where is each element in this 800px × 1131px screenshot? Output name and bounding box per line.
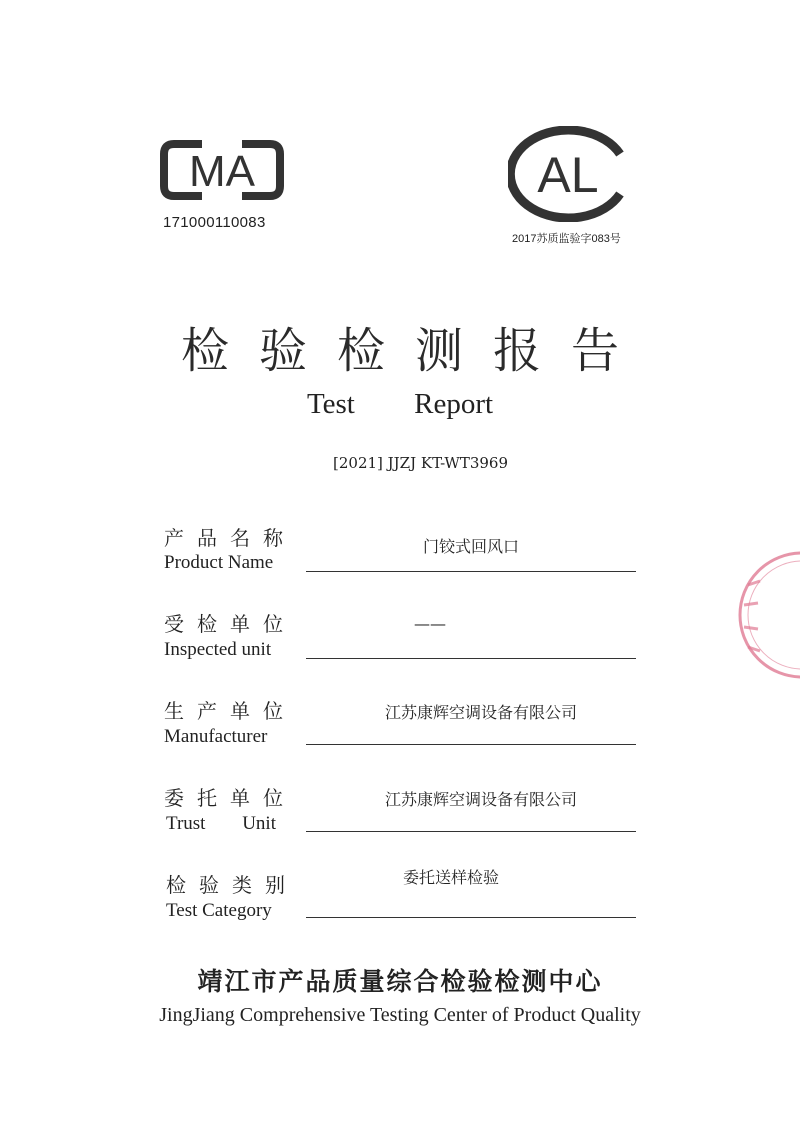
issuer-name-zh: 靖江市产品质量综合检验检测中心	[197, 967, 603, 996]
manufacturer-label-en: Manufacturer	[164, 726, 268, 747]
product-name-label-en: Product Name	[164, 552, 274, 573]
inspected-unit-underline	[306, 658, 636, 659]
trust-unit-label-zh: 委托单位	[164, 786, 296, 810]
cma-logo-text: MA	[189, 147, 255, 196]
report-title-zh: 检验检测报告	[180, 323, 649, 379]
test-category-value: 委托送样检验	[402, 868, 499, 887]
cal-logo-text: AL	[537, 147, 599, 203]
manufacturer-underline	[306, 744, 636, 745]
cma-code: 171000110083	[163, 214, 266, 231]
seal-stamp	[730, 545, 800, 685]
issuer-name-en: JingJiang Comprehensive Testing Center of Product Quality	[159, 1004, 641, 1026]
inspected-unit-value: ——	[414, 614, 446, 633]
trust-unit-value: 江苏康辉空调设备有限公司	[384, 790, 577, 809]
report-title-en: Test Report	[306, 388, 494, 420]
trust-unit-label-en: Trust Unit	[166, 813, 276, 834]
test-category-label-zh: 检验类别	[166, 873, 298, 897]
inspected-unit-label-en: Inspected unit	[164, 639, 272, 660]
cal-code: 2017苏质监验字083号	[512, 233, 621, 245]
test-category-label-en: Test Category	[166, 900, 272, 921]
product-name-underline	[306, 571, 636, 572]
manufacturer-value: 江苏康辉空调设备有限公司	[384, 703, 577, 722]
test-category-underline	[306, 917, 636, 918]
product-name-label-zh: 产品名称	[164, 526, 296, 550]
trust-unit-underline	[306, 831, 636, 832]
inspected-unit-label-zh: 受检单位	[164, 612, 296, 636]
manufacturer-label-zh: 生产单位	[164, 699, 296, 723]
product-name-value: 门铰式回风口	[422, 537, 519, 556]
report-number: [2021] JJZJ KT-WT3969	[333, 454, 508, 472]
cma-logo	[160, 138, 284, 202]
cal-logo	[508, 126, 636, 222]
